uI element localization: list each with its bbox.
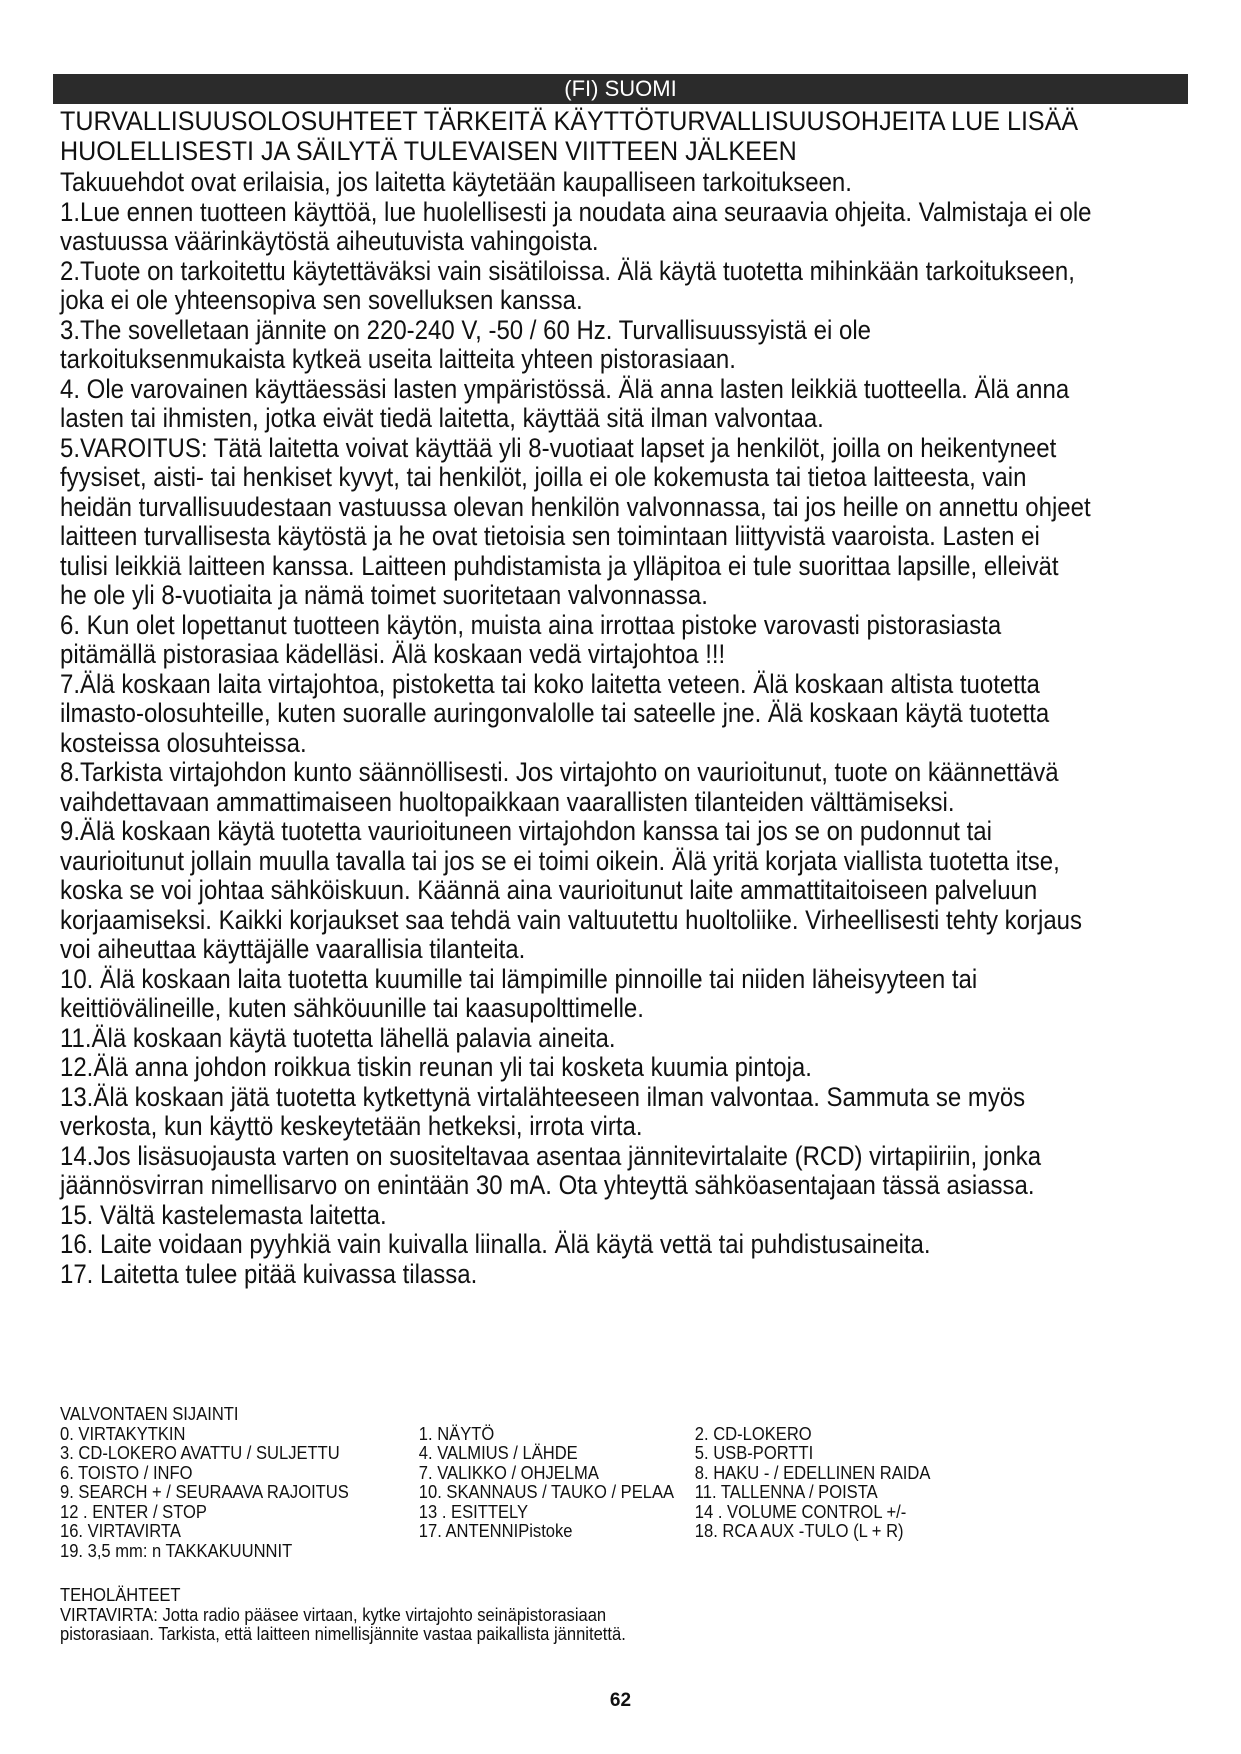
instruction-4: 4. Ole varovainen käyttäessäsi lasten ympäristössä. Älä anna lasten leikkiä tuotteella. Älä anna lasten tai ihmisten, jotka eivät tiedä laitetta, käyttää sitä ilman valvontaa. — [60, 373, 1070, 433]
instruction-17: 17. Laitetta tulee pitää kuivassa tilassa. — [60, 1258, 478, 1289]
components-list — [60, 1425, 1072, 1562]
component-item: 13 . ESITTELY — [418, 1501, 529, 1522]
component-locations — [60, 1405, 1072, 1561]
instruction-5: 5.VAROITUS: Tätä laitetta voivat käyttää yli 8-vuotiaat lapset ja henkilöt, joilla on heikentyneet fyysiset, aisti- tai henkiset kyvyt, tai henkilöt, joilla ei ole kokemusta tai tietoa laitteesta, vain heidän turvallisuudestaan vastuussa olevan henkilön valvonnassa, tai jos heille on annettu ohjeet laitteen turvallisesta käytöstä ja he ovat tietoisia sen toimintaan liittyvistä vaaroista. Lasten ei tulisi leikkiä laitteen kanssa. Laitteen puhdistamista ja ylläpitoa ei tule suorittaa lapsille, elleivät he ole yli 8-vuotiaita ja nämä toimet suoritetaan valvonnassa. — [60, 432, 1091, 610]
instruction-8: 8.Tarkista virtajohdon kunto säännöllisesti. Jos virtajohto on vaurioitunut, tuote on käännettävä vaihdettavaan ammattimaiseen huoltopaikkaan vaarallisten tilanteiden välttämiseksi. — [60, 757, 1059, 817]
power-line-2: pistorasiaan. Tarkista, että laitteen nimellisjännite vastaa paikallista jännitettä. — [60, 1624, 626, 1644]
instruction-6: 6. Kun olet lopettanut tuotteen käytön, muista aina irrottaa pistoke varovasti pistorasiasta pitämällä pistorasiaa kädelläsi. Älä koskaan vedä virtajohtoa !!! — [60, 609, 1002, 669]
component-item: 7. VALIKKO / OHJELMA — [418, 1462, 599, 1483]
power-line-1: VIRTAVIRTA: Jotta radio pääsee virtaan, kytke virtajohto seinäpistorasiaan — [60, 1604, 607, 1625]
heading-line-2: HUOLELLISESTI JA SÄILYTÄ TULEVAISEN VIITTEEN JÄLKEEN — [60, 136, 797, 166]
component-item: 6. TOISTO / INFO — [60, 1462, 193, 1483]
instruction-3: 3.The sovelletaan jännite on 220-240 V, -50 / 60 Hz. Turvallisuussyistä ei ole tarkoituksenmukaista kytkeä useita laitteita yhteen pistorasiaan. — [60, 314, 872, 374]
safety-heading — [60, 106, 1111, 166]
instruction-9: 9.Älä koskaan käytä tuotetta vaurioituneen virtajohdon kanssa tai jos se on pudonnut tai vaurioitunut jollain muulla tavalla tai jos se ei toimi oikein. Älä yritä korjata viallista tuotetta itse, koska se voi johtaa sähköiskuun. Käännä aina vaurioitunut laite ammattitaitoiseen palveluun korjaamiseksi. Kaikki korjaukset saa tehdä vain valtuutettu huoltoliike. Virheellisesti tehty korjaus voi aiheuttaa käyttäjälle vaarallisia tilanteita. — [60, 816, 1082, 964]
instruction-10: 10. Älä koskaan laita tuotetta kuumille tai lämpimille pinnoille tai niiden läheisyyteen tai keittiövälineille, kuten sähköuunille tai kaasupolttimelle. — [60, 963, 978, 1023]
component-item: 3. CD-LOKERO AVATTU / SULJETTU — [60, 1443, 340, 1463]
component-item: 19. 3,5 mm: n TAKKAKUUNNIT — [60, 1540, 293, 1561]
safety-instructions — [60, 168, 1092, 1289]
component-item: 11. TALLENNA / POISTA — [694, 1482, 878, 1502]
component-item: 1. NÄYTÖ — [418, 1423, 495, 1444]
component-item: 18. RCA AUX -TULO (L + R) — [694, 1521, 904, 1541]
heading-line-1: TURVALLISUUSOLOSUHTEET TÄRKEITÄ KÄYTTÖTURVALLISUUSOHJEITA LUE LISÄÄ — [60, 106, 1079, 136]
intro-paragraph: Takuuehdot ovat erilaisia, jos laitetta käytetään kaupalliseen tarkoitukseen. — [60, 167, 852, 197]
component-item: 14 . VOLUME CONTROL +/- — [694, 1501, 907, 1522]
component-item: 12 . ENTER / STOP — [60, 1501, 207, 1522]
language-label: (FI) SUOMI — [564, 76, 677, 101]
instruction-13: 13.Älä koskaan jätä tuotetta kytkettynä virtalähteeseen ilman valvontaa. Sammuta se myös verkosta, kun käyttö keskeytetään hetkeksi, irrota virta. — [60, 1081, 1026, 1141]
components-title: VALVONTAEN SIJAINTI — [60, 1404, 239, 1424]
component-item: 4. VALMIUS / LÄHDE — [418, 1443, 578, 1463]
instruction-15: 15. Vältä kastelemasta laitetta. — [60, 1199, 387, 1230]
instruction-14: 14.Jos lisäsuojausta varten on suositeltavaa asentaa jännitevirtalaite (RCD) virtapiiriin, jonka jäännösvirran nimellisarvo on enintään 30 mA. Ota yhteyttä sähköasentajaan tässä asiassa. — [60, 1140, 1042, 1200]
page-number: 62 — [609, 1690, 632, 1711]
component-item: 8. HAKU - / EDELLINEN RAIDA — [694, 1462, 931, 1483]
instruction-11: 11.Älä koskaan käytä tuotetta lähellä palavia aineita. — [60, 1022, 616, 1053]
power-source-section — [60, 1586, 796, 1645]
component-item: 5. USB-PORTTI — [694, 1443, 814, 1463]
component-item: 9. SEARCH + / SEURAAVA RAJOITUS — [60, 1482, 349, 1502]
component-item: 0. VIRTAKYTKIN — [60, 1423, 186, 1444]
instruction-2: 2.Tuote on tarkoitettu käytettäväksi vain sisätiloissa. Älä käytä tuotetta mihinkään tarkoitukseen, joka ei ole yhteensopiva sen sovelluksen kanssa. — [60, 255, 1075, 315]
instruction-16: 16. Laite voidaan pyyhkiä vain kuivalla liinalla. Älä käytä vettä tai puhdistusaineita. — [60, 1229, 931, 1259]
language-header-bar — [53, 74, 1188, 104]
component-item: 10. SKANNAUS / TAUKO / PELAA — [418, 1482, 675, 1502]
instruction-12: 12.Älä anna johdon roikkua tiskin reunan yli tai kosketa kuumia pintoja. — [60, 1052, 812, 1082]
instruction-1: 1.Lue ennen tuotteen käyttöä, lue huolellisesti ja noudata aina seuraavia ohjeita. Valmistaja ei ole vastuussa väärinkäytöstä aiheutuvista vahingoista. — [60, 196, 1092, 256]
power-title: TEHOLÄHTEET — [60, 1585, 181, 1605]
component-item: 2. CD-LOKERO — [694, 1423, 812, 1444]
component-item: 16. VIRTAVIRTA — [60, 1521, 181, 1541]
instruction-7: 7.Älä koskaan laita virtajohtoa, pistoketta tai koko laitetta veteen. Älä koskaan altista tuotetta ilmasto-olosuhteille, kuten suoralle auringonvalolle tai sateelle jne. Älä koskaan käytä tuotetta kosteissa olosuhteissa. — [60, 668, 1050, 758]
component-item: 17. ANTENNIPistoke — [418, 1521, 573, 1541]
